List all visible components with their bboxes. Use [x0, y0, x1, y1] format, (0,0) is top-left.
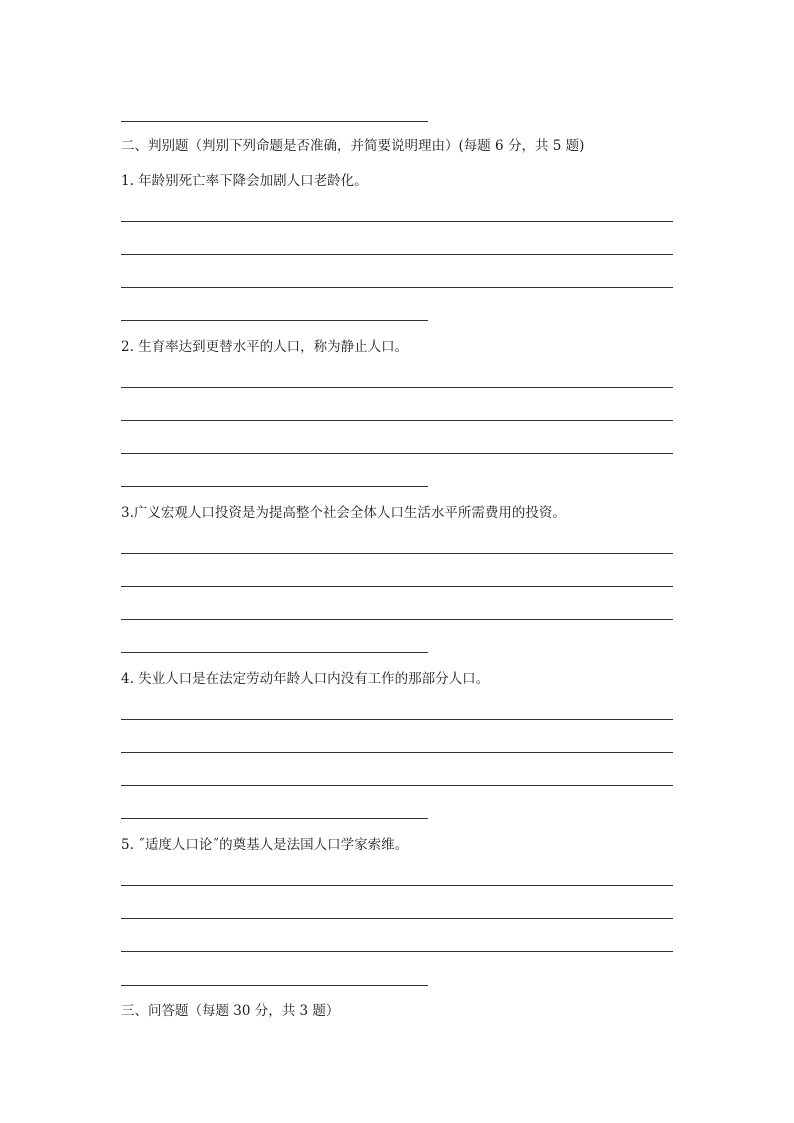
question-1: 1. 年龄别死亡率下降会加剧人口老龄化。: [121, 173, 368, 189]
answer-line: [121, 254, 673, 255]
section-three-title: 三、问答题（每题 30 分，共 3 题）: [121, 1003, 340, 1019]
answer-line: [121, 287, 673, 288]
answer-line: [121, 387, 673, 388]
question-5: 5. ˝适度人口论˝的奠基人是法国人口学家索维。: [121, 837, 409, 853]
answer-line: [121, 885, 673, 886]
answer-line: [121, 951, 673, 952]
section-two-title: 二、判别题（判别下列命题是否准确，并简要说明理由）(每题 6 分，共 5 题): [121, 138, 585, 154]
answer-line: [121, 918, 673, 919]
question-3: 3.广义宏观人口投资是为提高整个社会全体人口生活水平所需费用的投资。: [121, 505, 566, 521]
question-2: 2. 生育率达到更替水平的人口，称为静止人口。: [121, 339, 409, 355]
answer-line: [121, 486, 428, 487]
answer-line: [121, 453, 673, 454]
answer-line: [121, 586, 673, 587]
answer-line: [121, 785, 673, 786]
answer-line: [121, 221, 673, 222]
answer-line: [121, 818, 428, 819]
answer-line: [121, 121, 428, 122]
answer-line: [121, 619, 673, 620]
answer-line: [121, 420, 673, 421]
answer-line: [121, 320, 428, 321]
answer-line: [121, 652, 428, 653]
answer-line: [121, 752, 673, 753]
answer-line: [121, 553, 673, 554]
answer-line: [121, 719, 673, 720]
question-4: 4. 失业人口是在法定劳动年龄人口内没有工作的那部分人口。: [121, 671, 490, 687]
answer-line: [121, 985, 428, 986]
